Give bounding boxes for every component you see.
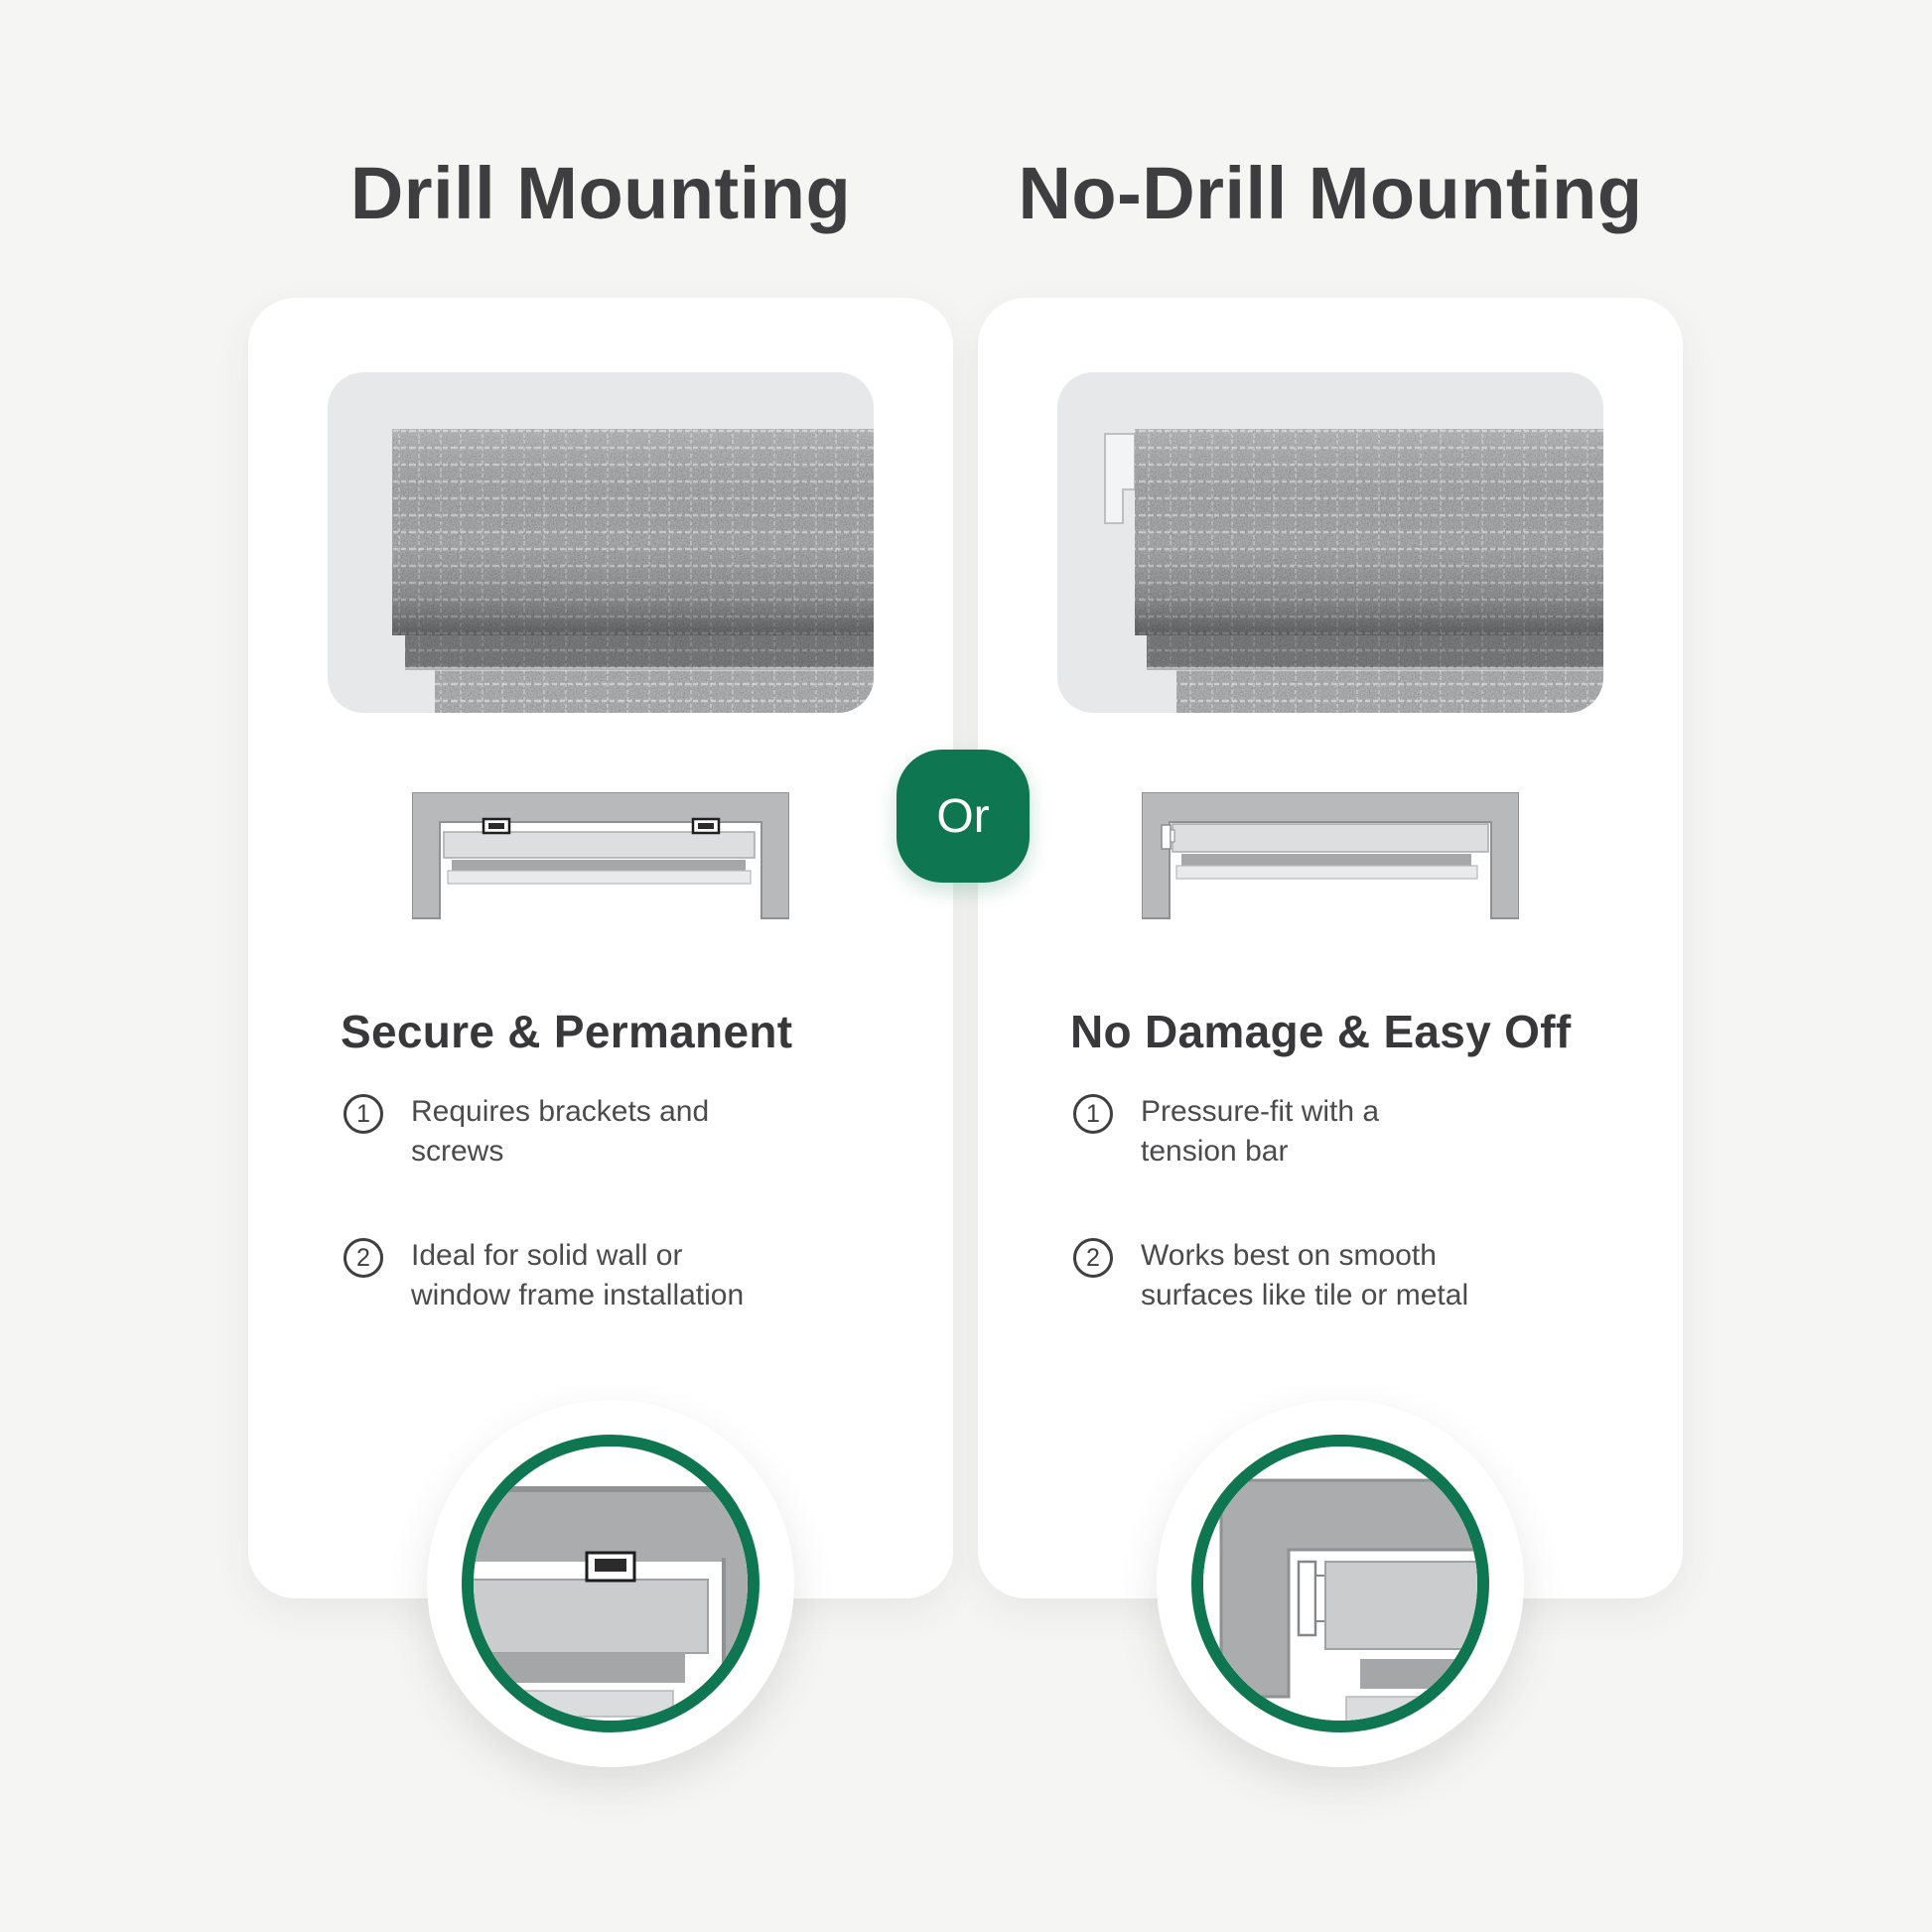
drill-shade-photo: [328, 372, 874, 713]
no-drill-mount-cross-section-diagram: [1142, 792, 1519, 921]
tension-bracket-photo: [1105, 434, 1135, 523]
point-line: tension bar: [1141, 1135, 1289, 1168]
drill-mounting-title: Drill Mounting: [349, 152, 852, 234]
drill-point-2: [344, 1236, 744, 1315]
point-text: [1141, 1092, 1379, 1172]
point-text: [411, 1092, 709, 1172]
step-number-badge: 2: [1073, 1238, 1113, 1278]
drill-bracket-closeup-illustration: [474, 1447, 748, 1721]
screw-bracket-left: [483, 819, 509, 833]
no-drill-detail-circle: [1157, 1400, 1524, 1767]
step-number-badge: 2: [344, 1238, 383, 1278]
point-text: [411, 1236, 744, 1315]
drill-point-1: [344, 1092, 709, 1172]
point-line: screws: [411, 1135, 504, 1168]
drill-section-heading: Secure & Permanent: [341, 1006, 793, 1057]
point-line: window frame installation: [411, 1279, 745, 1311]
step-number-badge: 1: [1073, 1094, 1113, 1134]
green-ring: [1191, 1435, 1489, 1732]
drill-mount-cross-section-diagram: [412, 792, 789, 921]
step-number-badge: 1: [344, 1094, 383, 1134]
drill-detail-circle: [427, 1400, 794, 1767]
point-line: surfaces like tile or metal: [1141, 1279, 1469, 1311]
no-drill-point-2: [1073, 1236, 1468, 1315]
screw-bracket-right: [693, 819, 719, 833]
no-drill-point-1: [1073, 1092, 1379, 1172]
point-text: [1141, 1236, 1468, 1315]
point-line: Works best on smooth: [1141, 1239, 1437, 1272]
no-drill-shade-photo: [1057, 372, 1603, 713]
no-drill-section-heading: No Damage & Easy Off: [1070, 1006, 1572, 1057]
point-line: Ideal for solid wall or: [411, 1239, 683, 1272]
green-ring: [462, 1435, 759, 1732]
or-label: Or: [936, 789, 990, 843]
or-divider-badge: [897, 750, 1030, 883]
tension-bracket-closeup-illustration: [1203, 1447, 1477, 1721]
no-drill-mounting-title: No-Drill Mounting: [1018, 152, 1643, 234]
screw-bracket-closeup: [587, 1553, 634, 1581]
no-drill-shade-fabric-illustration: [1057, 372, 1603, 713]
point-line: Requires brackets and: [411, 1095, 710, 1128]
drill-shade-fabric-illustration: [328, 372, 874, 713]
point-line: Pressure-fit with a: [1141, 1095, 1380, 1128]
